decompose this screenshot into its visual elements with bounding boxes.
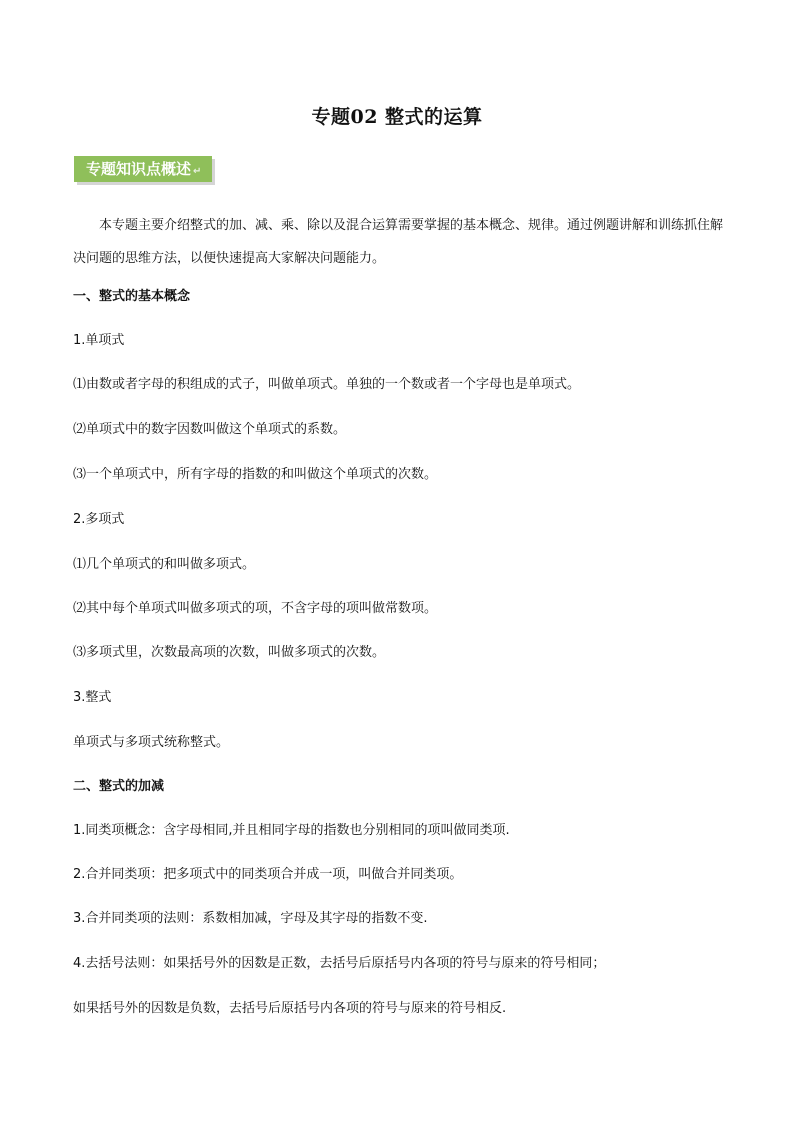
sub3-text: 单项式与多项式统称整式。 — [73, 735, 230, 750]
sub1-item-1: ⑴由数或者字母的积组成的式子，叫做单项式。单独的一个数或者一个字母也是单项式。 — [73, 377, 581, 392]
sub1-title: 1.单项式 — [73, 333, 125, 348]
banner-label: 专题知识点概述 — [86, 160, 192, 178]
section2-item-1: 1.同类项概念：含字母相同,并且相同字母的指数也分别相同的项叫做同类项. — [73, 823, 510, 838]
page-title: 专题02 整式的运算 — [311, 106, 483, 128]
section2-heading: 二、整式的加减 — [73, 779, 165, 794]
section1-heading: 一、整式的基本概念 — [73, 289, 191, 304]
sub2-item-1: ⑴几个单项式的和叫做多项式。 — [73, 557, 256, 572]
return-mark-icon: ↵ — [193, 166, 202, 177]
sub2-item-3: ⑶多项式里，次数最高项的次数，叫做多项式的次数。 — [73, 645, 386, 660]
section-banner — [74, 156, 212, 182]
sub3-title: 3.整式 — [73, 690, 112, 705]
intro-paragraph: 本专题主要介绍整式的加、减、乘、除以及混合运算需要掌握的基本概念、规律。通过例题讲解和训练抓住解决问题的思维方法，以便快速提高大家解决问题能力。 — [73, 218, 724, 266]
sub1-item-2: ⑵单项式中的数字因数叫做这个单项式的系数。 — [73, 422, 347, 437]
section2-item-5: 如果括号外的因数是负数，去括号后原括号内各项的符号与原来的符号相反. — [73, 1001, 507, 1016]
section2-item-4: 4.去括号法则：如果括号外的因数是正数，去括号后原括号内各项的符号与原来的符号相同； — [73, 956, 606, 971]
sub2-title: 2.多项式 — [73, 512, 125, 527]
section2-item-2: 2.合并同类项：把多项式中的同类项合并成一项，叫做合并同类项。 — [73, 867, 463, 882]
section2-item-3: 3.合并同类项的法则：系数相加减，字母及其字母的指数不变. — [73, 911, 428, 926]
sub1-item-3: ⑶一个单项式中，所有字母的指数的和叫做这个单项式的次数。 — [73, 467, 438, 482]
sub2-item-2: ⑵其中每个单项式叫做多项式的项，不含字母的项叫做常数项。 — [73, 601, 438, 616]
